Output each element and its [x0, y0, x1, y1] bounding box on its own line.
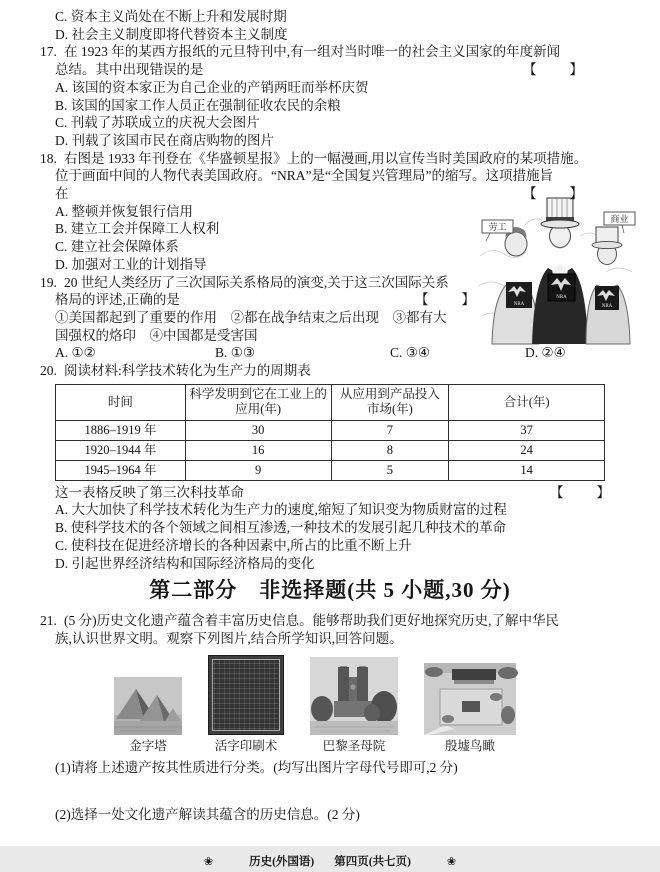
- q17-option-c: C. 刊载了苏联成立的庆祝大会图片: [55, 115, 260, 131]
- q19-option-c: C. ③④: [390, 345, 430, 361]
- heritage-figure-pyramids: [114, 677, 182, 754]
- footer-flower-icon-right: ❀: [446, 855, 457, 868]
- heritage-figure-yinxu: [424, 663, 516, 754]
- table-cell: 8: [331, 440, 449, 460]
- svg-text:NRA: NRA: [601, 304, 613, 309]
- q19-items-line-2: 国强权的烙印 ④中国都是受害国: [55, 327, 258, 343]
- table-cell: 24: [449, 440, 605, 460]
- heritage-caption-notre-dame: 巴黎圣母院: [322, 739, 386, 754]
- table-cell: 30: [185, 420, 331, 440]
- table-cell: 14: [449, 460, 605, 480]
- q19-items-line-1: ①美国都起到了重要的作用 ②都在战争结束之后出现 ③都有大: [55, 309, 447, 325]
- footer-flower-icon-left: ❀: [203, 855, 214, 868]
- svg-text:NRA: NRA: [513, 302, 525, 307]
- q20-number: 20.: [40, 363, 57, 379]
- q16-option-d: D. 社会主义制度即将代替资本主义制度: [55, 26, 288, 42]
- q18-option-a: A. 整顿并恢复银行信用: [55, 203, 193, 219]
- footer-page-number: 第四页(共七页): [334, 855, 411, 868]
- q16-option-c: C. 资本主义尚处在不断上升和发展时期: [55, 9, 287, 24]
- q19-answer-bracket: 【 】: [415, 292, 477, 308]
- table-cell: 16: [185, 440, 331, 460]
- table-cell: 1920–1944 年: [56, 440, 186, 460]
- q20-option-d: D. 引起世界经济结构和国际经济格局的变化: [55, 555, 315, 571]
- heritage-figure-notre-dame: [310, 657, 398, 754]
- q19-stem-line-2: 【 】 格局的评述,正确的是: [55, 292, 477, 308]
- table-cell: 37: [449, 420, 605, 440]
- page-footer: [40, 854, 620, 872]
- q20-option-b: B. 使科学技术的各个领域之间相互渗透,一种技术的发展引起几种技术的革命: [55, 520, 507, 536]
- q20-table-row-2: [56, 440, 605, 460]
- q18-answer-bracket: 【 】: [523, 186, 585, 202]
- footer-subject: 历史(外国语): [249, 855, 315, 868]
- q19-option-b: B. ①③: [215, 345, 255, 361]
- q19-option-d: D. ②④: [525, 345, 566, 361]
- q17-option-d: D. 刊载了该国市民在商店购物的图片: [55, 132, 274, 148]
- q17-number: 17.: [40, 44, 57, 60]
- heritage-caption-movable-type: 活字印刷术: [214, 739, 278, 754]
- q17-answer-bracket: 【 】: [523, 62, 585, 78]
- q20-table-header-time: 时间: [56, 384, 186, 420]
- q17-option-a: A. 该国的资本家正为自己企业的产销两旺而举杯庆贺: [55, 79, 369, 95]
- q17-stem-line-1: 17. 在 1923 年的某西方报纸的元旦特刊中,有一组对当时唯一的社会主义国家的年度新闻: [40, 44, 561, 60]
- q17-stem-line-2: 【 】 总结。其中出现错误的是: [55, 62, 585, 78]
- cartoon-label-right-text: 商业: [610, 214, 629, 224]
- q20-conclusion: 【 】 这一表格反映了第三次科技革命: [55, 484, 612, 500]
- q20-table-header-row: [56, 384, 605, 420]
- q18-option-d: D. 加强对工业的计划指导: [55, 256, 207, 272]
- q18-stem-line-2: 位于画面中间的人物代表美国政府。“NRA”是“全国复兴管理局”的缩写。这项措施旨: [55, 168, 553, 184]
- q20-option-c: C. 使科技在促进经济增长的各种因素中,所占的比重不断上升: [55, 537, 412, 553]
- section2-title: 第二部分 非选择题(共 5 小题,30 分): [149, 578, 511, 603]
- q20-table-row-1: [56, 420, 605, 440]
- q21-sub-question-1: (1)请将上述遗产按其性质进行分类。(均写出图片字母代号即可,2 分): [55, 760, 458, 776]
- q19-stem-line-1: 19. 20 世纪人类经历了三次国际关系格局的演变,关于这三次国际关系: [40, 274, 449, 290]
- q18-stem-line-3: 【 】 在: [55, 186, 585, 202]
- yinxu-aerial-image: [424, 663, 516, 735]
- movable-type-image: [208, 655, 284, 735]
- q17-option-b: B. 该国的国家工作人员正在强制征收农民的余粮: [55, 97, 341, 113]
- pyramids-image: [114, 677, 182, 735]
- table-cell: 7: [331, 420, 449, 440]
- q20-stem-line-1: 20. 阅读材料:科学技术转化为生产力的周期表: [40, 363, 311, 379]
- table-cell: 1886–1919 年: [56, 420, 186, 440]
- q20-table-header-market: 从应用到产品投入市场(年): [331, 384, 449, 420]
- svg-text:NRA: NRA: [556, 295, 567, 300]
- q18-stem-line-1: 18. 右图是 1933 年刊登在《华盛顿星报》上的一幅漫画,用以宣传当时美国政府的某项措施。: [40, 150, 588, 166]
- heritage-caption-yinxu: 殷墟鸟瞰: [444, 739, 495, 754]
- q20-table-row-3: [56, 460, 605, 480]
- q20-table-header-invention: 科学发明到它在工业上的应用(年): [185, 384, 331, 420]
- q18-option-b: B. 建立工会并保障工人权利: [55, 221, 220, 237]
- cartoon-label-left-text: 劳工: [488, 222, 507, 232]
- heritage-caption-pyramids: 金字塔: [129, 739, 167, 754]
- table-cell: 9: [185, 460, 331, 480]
- q21-sub-question-2: (2)选择一处文化遗产解读其蕴含的历史信息。(2 分): [55, 807, 360, 823]
- q20-answer-bracket: 【 】: [550, 484, 612, 500]
- q19-number: 19.: [40, 274, 57, 290]
- table-cell: 1945–1964 年: [56, 460, 186, 480]
- table-cell: 5: [331, 460, 449, 480]
- heritage-figure-movable-type: [208, 655, 284, 754]
- q20-table: [55, 384, 605, 481]
- q21-stem-line-2: 族,认识世界文明。观察下列图片,结合所学知识,回答问题。: [55, 630, 403, 646]
- q21-number: 21.: [40, 612, 57, 628]
- q18-option-c: C. 建立社会保障体系: [55, 239, 179, 255]
- notre-dame-image: [310, 657, 398, 735]
- q21-stem-line-1: 21. (5 分)历史文化遗产蕴含着丰富历史信息。能够帮助我们更好地探究历史,了解中华民: [40, 612, 559, 628]
- q21-heritage-images: [114, 655, 620, 754]
- q20-table-header-total: 合计(年): [449, 384, 605, 420]
- q19-options-row: [55, 344, 620, 362]
- q19-option-a: A. ①②: [55, 345, 96, 361]
- q20-option-a: A. 大大加快了科学技术转化为生产力的速度,缩短了知识变为物质财富的过程: [55, 502, 507, 518]
- q18-number: 18.: [40, 150, 57, 166]
